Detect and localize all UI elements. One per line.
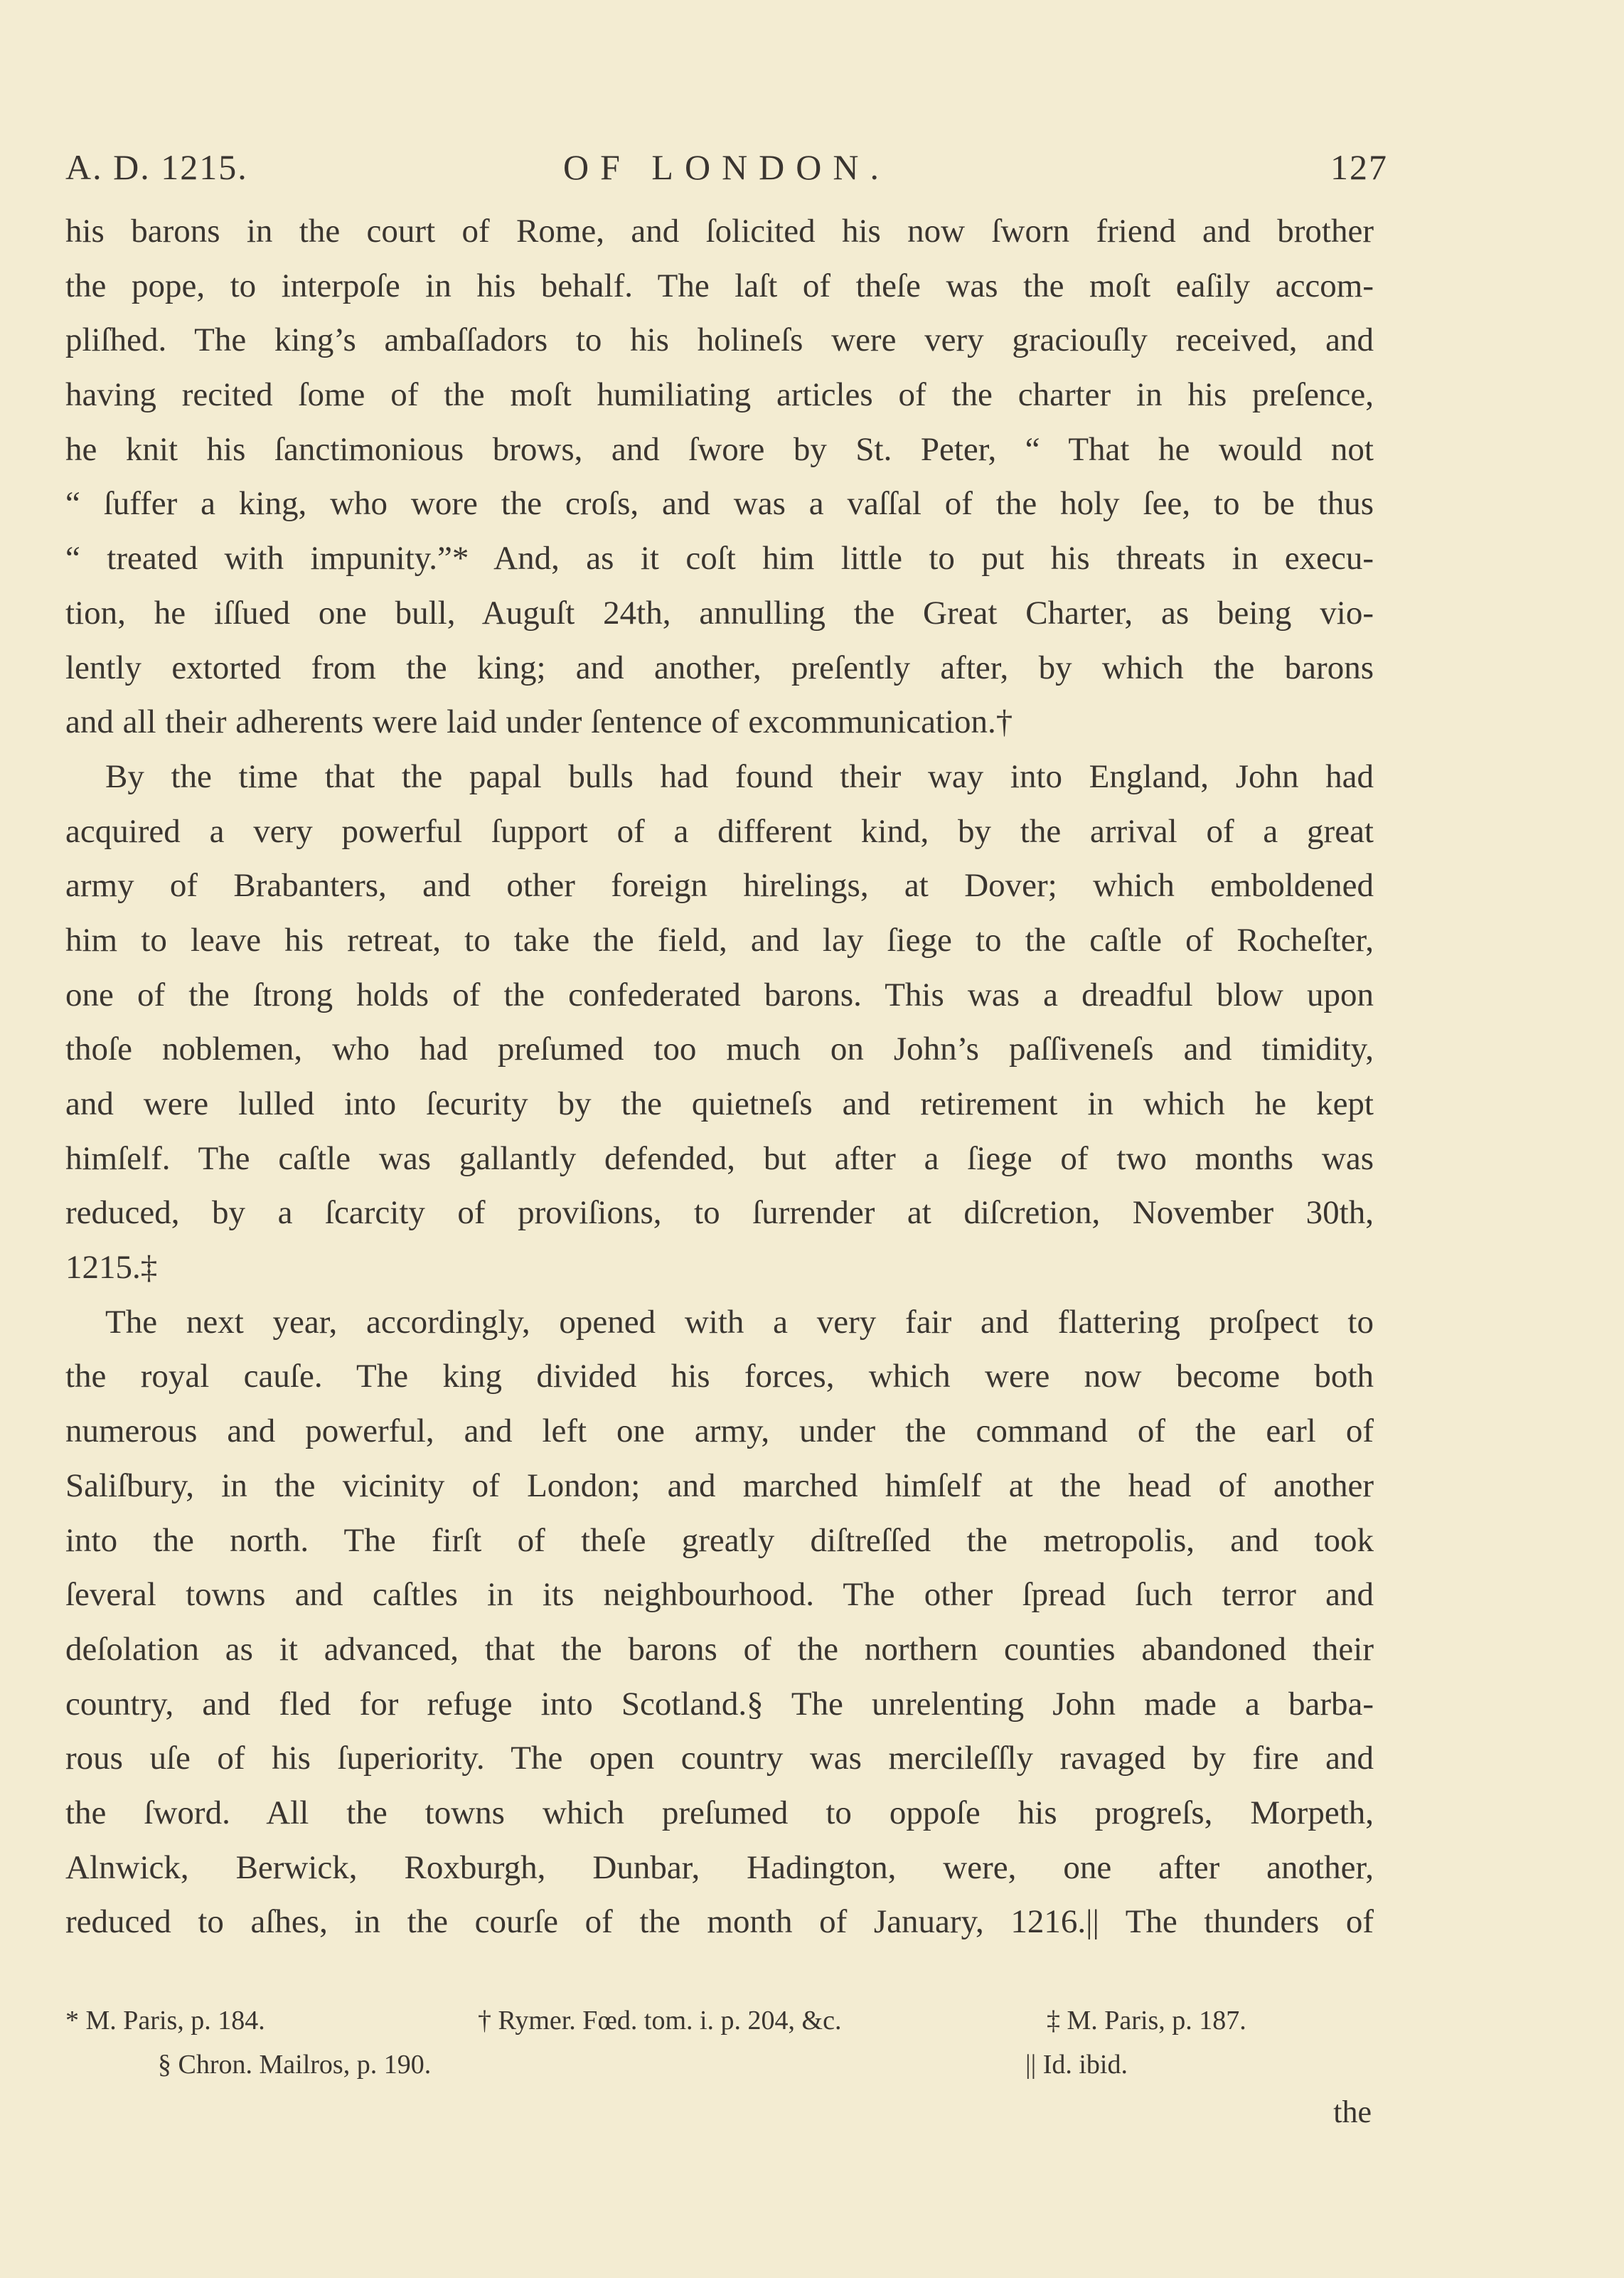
text-line: “ treated with impunity.”* And, as it coſt him little to put his threats in execu- [65,540,1374,578]
text-line: having recited ſome of the moſt humiliating articles of the charter in his preſence, [65,376,1374,414]
paragraph [65,1295,1374,1949]
paragraph [65,750,1374,1295]
text-line: into the north. The firſt of theſe greatly diſtreſſed the metropolis, and took [65,1521,1374,1559]
text-line: and all their adherents were laid under ſentence of excommunication.† [65,703,1013,741]
text-line: ſeveral towns and caſtles in its neighbourhood. The other ſpread ſuch terror and [65,1576,1374,1614]
text-line: army of Brabanters, and other foreign hirelings, at Dover; which emboldened [65,867,1374,905]
body-text [65,204,1374,1949]
text-line: The next year, accordingly, opened with a very fair and flattering proſpect to [105,1303,1374,1341]
footnote: † Rymer. Fœd. tom. i. p. 204, &c. [478,2006,842,2035]
text-line: himſelf. The caſtle was gallantly defended, but after a ſiege of two months was [65,1139,1374,1177]
text-line: “ ſuffer a king, who wore the croſs, and was a vaſſal of the holy ſee, to be thus [65,485,1374,523]
text-line: Alnwick, Berwick, Roxburgh, Dunbar, Hadington, were, one after another, [65,1848,1374,1886]
text-line: the royal cauſe. The king divided his forces, which were now become both [65,1358,1374,1395]
text-line: numerous and powerful, and left one army, under the command of the earl of [65,1412,1374,1450]
text-line: Saliſbury, in the vicinity of London; and marched himſelf at the head of another [65,1467,1374,1504]
text-line: rous uſe of his ſuperiority. The open country was mercileſſly ravaged by fire and [65,1740,1374,1777]
footnote: § Chron. Mailros, p. 190. [158,2050,432,2080]
text-line: thoſe noblemen, who had preſumed too much on John’s paſſiveneſs and timidity, [65,1031,1374,1068]
text-line: his barons in the court of Rome, and ſolicited his now ſworn friend and brother [65,213,1374,250]
text-line: deſolation as it advanced, that the barons of the northern counties abandoned their [65,1630,1374,1668]
text-line: reduced to aſhes, in the courſe of the month of January, 1216.|| The thunders of [65,1903,1374,1941]
header-title: OF LONDON. [563,147,890,187]
footnote: * M. Paris, p. 184. [65,2006,265,2035]
page-number: 127 [1330,147,1388,187]
catchword: the [1333,2095,1372,2129]
footnotes [65,1998,1374,2087]
paragraph [65,204,1374,750]
footnote-row [65,1998,1374,2043]
text-line: reduced, by a ſcarcity of proviſions, to ſurrender at diſcretion, November 30th, [65,1194,1374,1232]
text-line: the ſword. All the towns which preſumed to oppoſe his progreſs, Morpeth, [65,1794,1374,1831]
text-line: one of the ſtrong holds of the confederated barons. This was a dreadful blow upon [65,976,1374,1013]
text-line: and were lulled into ſecurity by the quietneſs and retirement in which he kept [65,1085,1374,1122]
footnote: || Id. ibid. [1025,2050,1128,2080]
text-line: 1215.‡ [65,1249,158,1287]
text-line: acquired a very powerful ſupport of a different kind, by the arrival of a great [65,812,1374,850]
footnote-row [65,2043,1374,2087]
text-line: the pope, to interpoſe in his behalf. The laſt of theſe was the moſt eaſily accom- [65,267,1374,304]
text-line: him to leave his retreat, to take the field, and lay ſiege to the caſtle of Rocheſter, [65,921,1374,959]
footnote: ‡ M. Paris, p. 187. [1047,2006,1246,2035]
text-line: By the time that the papal bulls had found their way into England, John had [105,757,1374,795]
header-year: A. D. 1215. [65,147,248,187]
text-line: country, and fled for refuge into Scotland.§ The unrelenting John made a barba- [65,1685,1374,1723]
text-line: pliſhed. The king’s ambaſſadors to his holineſs were very graciouſly received, and [65,321,1374,359]
text-line: tion, he iſſued one bull, Auguſt 24th, annulling the Great Charter, as being vio- [65,594,1374,632]
running-header [65,139,1388,196]
text-line: he knit his ſanctimonious brows, and ſwore by St. Peter, “ That he would not [65,430,1374,468]
text-line: lently extorted from the king; and another, preſently after, by which the barons [65,649,1374,686]
